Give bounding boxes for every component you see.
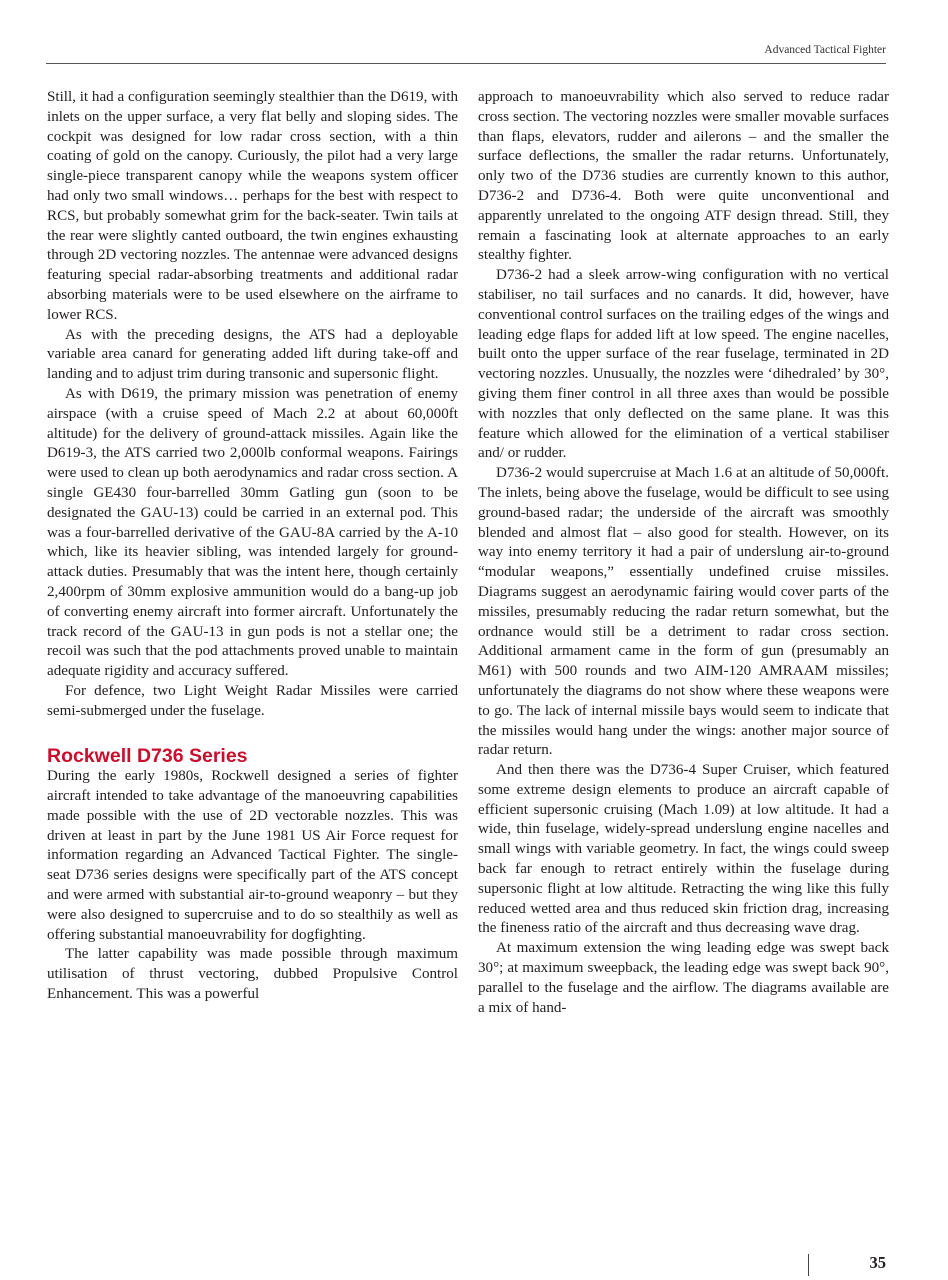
body-paragraph: D736-2 would supercruise at Mach 1.6 at an altitude of 50,000ft. The inlets, being above the fuselage, would be difficult to see using ground-based radar; the underside of the aircraft was smoothly blended and almost flat – also good for stealth. However, on its way into enemy territory it had a pair of underslung air-to-ground “modular weapons,” essentially undefined cruise missiles. Diagrams suggest an aerodynamic fairing would cover parts of the missiles, presumably reducing the radar return somewhat, but the ordnance would still be a detriment to radar cross section. Additional armament came in the form of gun (presumably an M61) with 500 rounds and two AIM-120 AMRAAM missiles; unfortunately the diagrams do not show where these weapons were to go. The lack of internal missile bays would seem to indicate that the missiles would hang under the wings: another major source of radar return. bbox=[478, 465, 889, 759]
body-paragraph: For defence, two Light Weight Radar Missiles were carried semi-submerged under the fuselage. bbox=[47, 682, 458, 719]
body-paragraph: At maximum extension the wing leading edge was swept back 30°; at maximum sweepback, the leading edge was swept back 90°, parallel to the fuselage and the airflow. The diagrams available are a mix of hand- bbox=[478, 940, 889, 1016]
body-paragraph: The latter capability was made possible through maximum utilisation of thrust vectoring, dubbed Propulsive Control Enhancement. This was a powerful bbox=[47, 946, 458, 1003]
left-column bbox=[47, 88, 458, 1005]
body-paragraph: approach to manoeuvrability which also served to reduce radar cross section. The vectoring nozzles were smaller movable surfaces than flaps, elevators, rudder and ailerons – and the smaller the surface deflections, the smaller the radar returns. Unfortunately, only two of the D736 studies are currently known to this author, D736-2 and D736-4. Both were quite unconventional and apparently unrelated to the ongoing ATF design thread. Still, they remain a fascinating look at alternate approaches to an early stealthy fighter. bbox=[478, 89, 889, 264]
right-column bbox=[478, 88, 889, 1018]
body-paragraph: During the early 1980s, Rockwell designed a series of fighter aircraft intended to take advantage of the manoeuvring capabilities made possible with the use of 2D vectorable nozzles. This was driven at least in part by the June 1981 US Air Force request for information regarding an Advanced Tactical Fighter. The single-seat D736 series designs were specifically part of the ATS concept and were armed with substantial air-to-ground weaponry – but they were also designed to supercruise and to do so stealthily as well as offering substantial manoeuvrability for dogfighting. bbox=[47, 768, 458, 943]
body-paragraph: As with D619, the primary mission was penetration of enemy airspace (with a cruise speed of Mach 2.2 at about 60,000ft altitude) for the delivery of ground-attack missiles. Again like the D619-3, the ATS carried two 2,000lb conformal weapons. Fairings were used to clean up both aerodynamics and radar cross section. A single GE430 four-barrelled 30mm Gatling gun (soon to be designated the GAU-13) could be carried in an external pod. This was a four-barrelled derivative of the GAU-8A carried by the A-10 which, like its heavier sibling, was intended largely for ground-attack duties. Presumably that was the intent here, though certainly 2,400rpm of 30mm explosive ammunition would do a bang-up job of converting enemy aircraft into former aircraft. Unfortunately the track record of the GAU-13 in gun pods is not a stellar one; the recoil was such that the pod attachments proved unable to maintain adequate rigidity and accuracy suffered. bbox=[47, 385, 458, 680]
section-spacer bbox=[47, 722, 458, 742]
header-rule bbox=[46, 63, 886, 64]
body-paragraph: And then there was the D736-4 Super Cruiser, which featured some extreme design elements to produce an aircraft capable of efficient supersonic cruising (Mach 1.09) at low altitude. It had a wide, thin fuselage, widely-spread underslung engine nacelles and small wings with variable geometry. In fact, the wings could sweep back far enough to retract entirely within the fuselage during supersonic flight at low altitude. Retracting the wing like this fully reduced wetted area and thus reduced skin friction drag, increasing the fineness ratio of the aircraft and thus decreasing wave drag. bbox=[478, 762, 889, 937]
folio-rule bbox=[808, 1254, 809, 1276]
section-heading: Rockwell D736 Series bbox=[47, 745, 248, 768]
page-number: 35 bbox=[869, 1253, 886, 1272]
body-paragraph: D736-2 had a sleek arrow-wing configuration with no vertical stabiliser, no tail surfaces and no canards. It did, however, have conventional control surfaces on the trailing edges of the wings and leading edge flaps for added lift at low speed. The engine nacelles, built onto the upper surface of the rear fuselage, terminated in 2D vectoring nozzles. Unusually, the nozzles were ‘dihedraled’ by 30°, giving them finer control in all three axes than would be possible with nozzles that only deflected on the same plane. It was this feature which allowed for the elimination of a vertical stabiliser and/ or rudder. bbox=[478, 267, 889, 462]
body-paragraph: As with the preceding designs, the ATS had a deployable variable area canard for generating added lift during take-off and landing and to adjust trim during transonic and supersonic flight. bbox=[47, 326, 458, 383]
running-title: Advanced Tactical Fighter bbox=[764, 44, 886, 56]
body-paragraph: Still, it had a configuration seemingly stealthier than the D619, with inlets on the upper surface, a very flat belly and sloping sides. The cockpit was designed for low radar cross section, with a thin coating of gold on the canopy. Curiously, the pilot had a very large single-piece transparent canopy while the weapons system officer had only two small windows… perhaps for the best with respect to RCS, but probably somewhat grim for the back-seater. Twin tails at the rear were slightly canted outboard, the twin engines exhausting through 2D vectoring nozzles. The antennae were advanced designs featuring special radar-absorbing treatments and additional radar absorbing materials were to be used elsewhere on the airframe to lower RCS. bbox=[47, 89, 458, 323]
